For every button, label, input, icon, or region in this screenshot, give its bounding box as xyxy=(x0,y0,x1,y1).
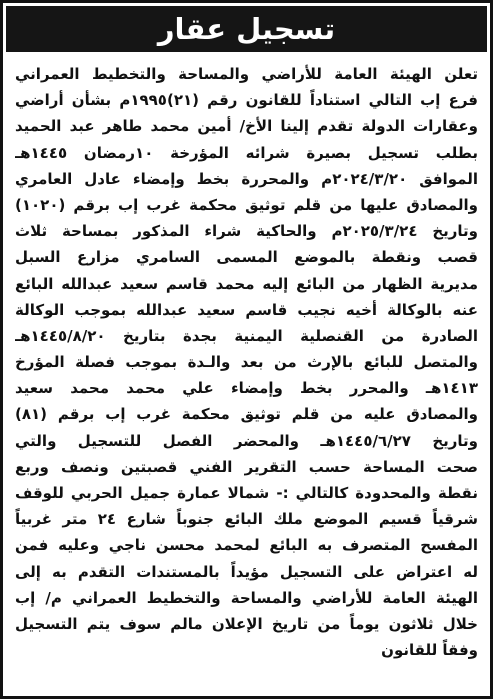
notice-line: والمتصل للبائع بالإرث من بعد والـدة بموجب فصلة المؤرخ xyxy=(15,353,478,372)
notice-line: الموافق ٢٠٢٤/٣/٢٠م والمحررة بخط وإمضاء عادل العامري xyxy=(15,169,478,188)
notice-line: نقطة والمحدودة كالتالي :- شمالا عمارة جميل الحربي للوقف xyxy=(15,484,478,502)
notice-title: تسجيل عقار xyxy=(157,12,336,46)
notice-line: ١٤١٣هـ والمحرر بخط وإمضاء علي محمد محمد سعيد xyxy=(15,379,478,398)
notice-body xyxy=(15,61,478,663)
notice-line: مديرية الظهار من البائع إليه محمد قاسم سعيد عبدالله البائع xyxy=(15,274,478,293)
notice-line: تعلن الهيئة العامة للأراضي والمساحة والتخطيط العمراني xyxy=(15,65,478,83)
notice-line: خلال ثلاثون يوماً من تاريخ الإعلان مالم سوف يتم التسجيل xyxy=(15,614,478,633)
notice-line: شرقياً قسيم الموضع ملك البائع جنوباً شارع ٢٤ متر غربياً xyxy=(15,510,478,529)
notice-line: له اعتراض على التسجيل مؤيداً بالمستندات التقدم به إلى xyxy=(15,562,478,581)
notice-line: صحت المساحة حسب التقرير الفني قصبتين ونصف وربع xyxy=(15,457,478,476)
notice-line: الهيئة العامة للأراضي والمساحة والتخطيط العمراني م/ إب xyxy=(15,588,478,607)
notice-line: قصب ونقطة بالموضع المسمى السامري مزارع السبل xyxy=(15,248,478,267)
notice-line: وتاريخ ١٤٤٥/٦/٢٧هـ والمحضر الفصل للتسجيل والتي xyxy=(15,431,478,450)
notice-line: الصادرة من القنصلية اليمنية بجدة بتاريخ ١٤٤٥/٨/٢٠هـ xyxy=(15,326,478,345)
notice-line: وفقاً للقانون xyxy=(381,641,478,660)
notice-line: بطلب تسجيل بصيرة شرائه المؤرخة ١٠رمضان ١٤٤٥هـ xyxy=(15,143,478,162)
title-bar xyxy=(6,6,487,52)
notice-line: عنه بالوكالة أخيه نجيب قاسم سعيد عبدالله بموجب الوكالة xyxy=(15,300,478,319)
notice-line: وعقارات الدولة تقدم إلينا الأخ/ أمين محمد طاهر عبد الحميد xyxy=(15,117,478,136)
notice-line: والمصادق عليها من قلم توثيق محكمة غرب إب برقم (١٠٢٠) xyxy=(15,195,478,214)
notice-line: والمصادق عليه من قلم توثيق محكمة غرب إب برقم (٨١) xyxy=(15,405,478,424)
notice-line: وتاريخ ٢٠٢٥/٣/٢٤م والحاكية شراء المذكور بمساحة ثلاث xyxy=(15,222,478,241)
notice-line: المفسح المتصرف به البائع لمحمد محسن ناجي وعليه فمن xyxy=(15,536,478,555)
notice-line: فرع إب التالي استناداً للقانون رقم (٢١)١٩٩٥م بشأن أراضي xyxy=(15,91,478,110)
